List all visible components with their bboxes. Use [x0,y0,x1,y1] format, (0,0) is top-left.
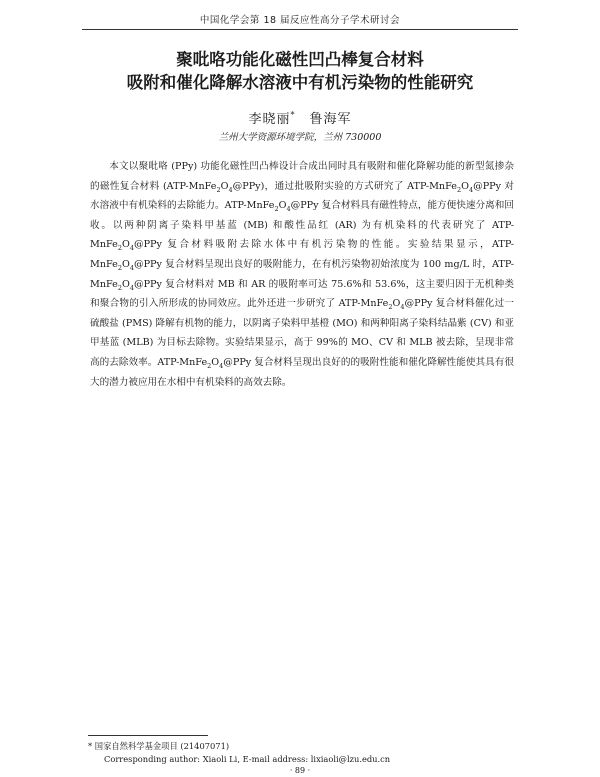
running-header: 中国化学会第 18 届反应性高分子学术研讨会 [82,12,518,30]
author-line [0,108,600,127]
paper-title [60,48,540,94]
funding-note: * 国家自然科学基金项目 (21407071) [88,741,230,751]
title-line-2: 吸附和催化降解水溶液中有机污染物的性能研究 [126,73,474,92]
corresponding-mark: * [290,110,296,120]
affiliation: 兰州大学资源环境学院，兰州 730000 [218,132,382,143]
title-line-1: 聚吡咯功能化磁性凹凸棒复合材料 [176,50,424,69]
author-name: 鲁海军 [309,112,352,127]
footnote-divider [88,735,208,736]
author-name: 李晓丽 [248,112,291,127]
abstract-paragraph: 本文以聚吡咯 (PPy) 功能化磁性凹凸棒设计合成出同时具有吸附和催化降解功能的新型氮掺杂的磁性复合材料 $(ATP-MnFe_2O_4@PPy)$，通过批吸附实验的方式研究了 ATP-$MnFe_2O_4@PPy$ 对水溶液中有机染料的去除能力。ATP-$MnFe_2O_4@PPy$ 复合材料具有磁性特点，能方便快速分离和回收。以两种阴离子染料甲基蓝 (MB) 和酸性品红 (AR) 为有机染料的代表研究了 ATP-$MnFe_2O_4@PPy$ 复合材料吸附去除水体中有机污染物的性能。实验结果显示，ATP-$MnFe_2O_4@PPy$ 复合材料呈现出良好的吸附能力，在有机污染物初始浓度为 100 mg/L 时，ATP-$MnFe_2O_4@PPy$ 复合材料对 MB 和 AR 的吸附率可达 75.6%和 53.6%，这主要归因于无机种类和聚合物的引入所形成的协同效应。此外还进一步研究了 ATP-$MnFe_2O_4@PPy$ 复合材料催化过一硫酸盐 (PMS) 降解有机物的能力，以阴离子染料甲基橙 (MO) 和两种阳离子染料结晶紫 (CV) 和亚甲基蓝 (MLB) 为目标去除物。实验结果显示，高于 99%的 MO、CV 和 MLB 被去除，呈现非常高的去除效率。ATP-$MnFe_2O_4@PPy$ 复合材料呈现出良好的的吸附性能和催化降解性能使其具有很大的潜力被应用在水相中有机染料的高效去除。 [90,161,515,388]
page-number: · 89 · [289,766,311,775]
footnote [88,740,518,766]
corresponding-author-note: Corresponding author: Xiaoli Li, E-mail address: lixiaoli@lzu.edu.cn [104,754,391,764]
